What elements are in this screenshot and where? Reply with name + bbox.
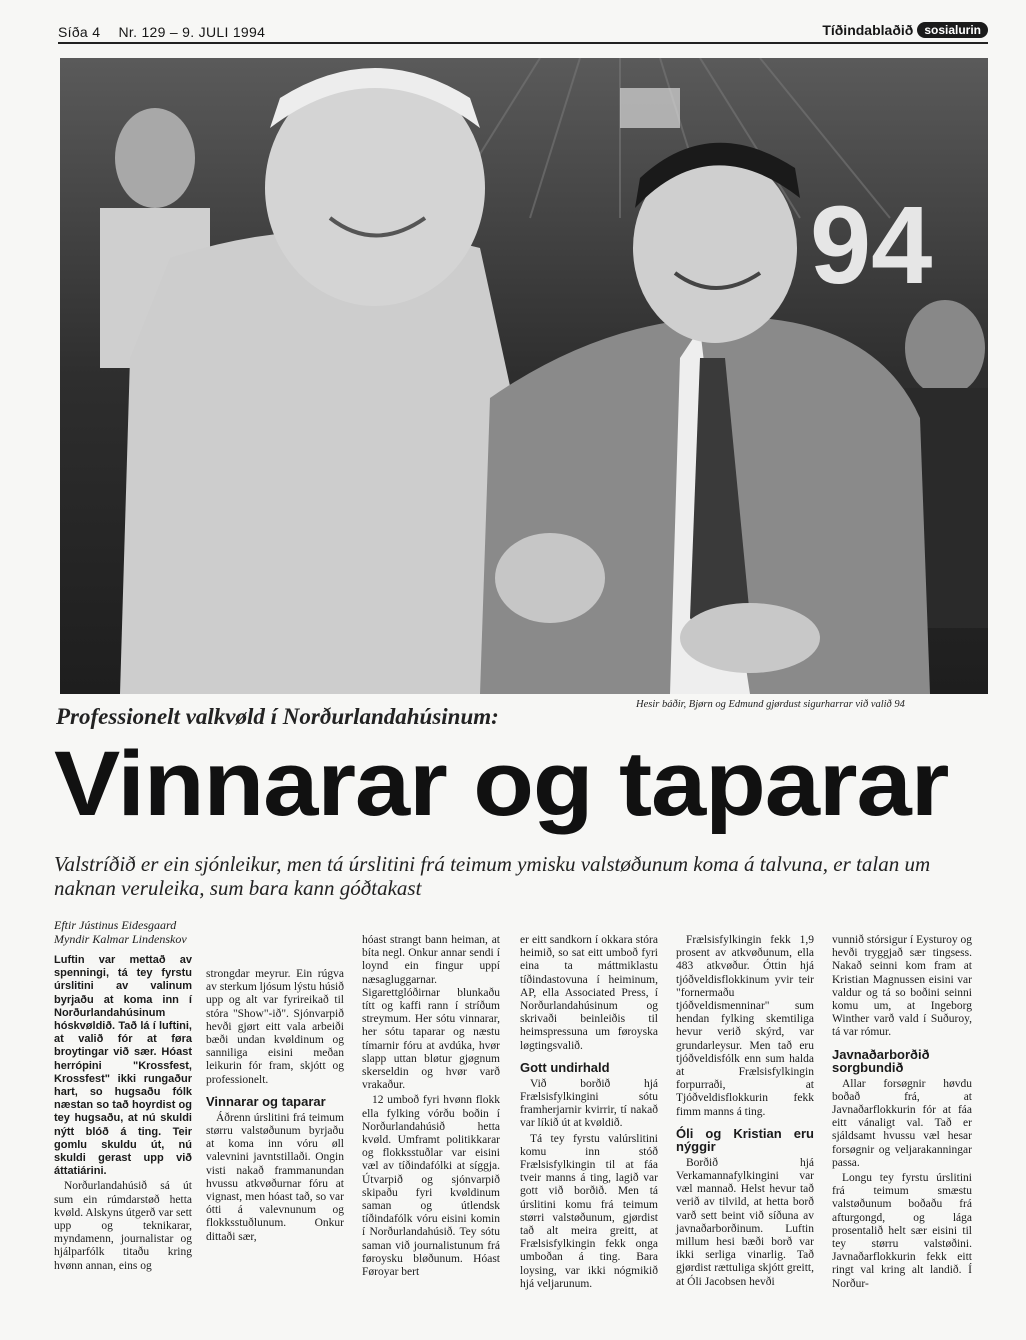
body-paragraph: Borðið hjá Verkamannafylkingini var væl mannað. Helst hevur tað verið av tilvild, at hetta borð varð sett beint við síðuna av javnaðarborðinum. Luftin millum hesi bæði borð var ikki serliga vinarlig. Tað gjørdist rættuliga skjótt greitt, at Óli Jacobsen hevði bbox=[676, 1156, 814, 1288]
article-column-1 bbox=[54, 918, 192, 1275]
article-column-5 bbox=[676, 934, 814, 1291]
body-paragraph: Norðurlandahúsið sá út sum ein rúmdarstøð hetta kvøld. Alskyns útgerð var sett upp og teknikarar, myndamenn, journalistar og hjálparfólk titaðu kring hvønn annan, eins og bbox=[54, 1180, 192, 1272]
subhead: Javnaðarborðið sorgbundið bbox=[832, 1046, 930, 1075]
news-photo bbox=[60, 58, 988, 694]
newspaper-logo: sosialurin bbox=[917, 22, 988, 38]
body-paragraph: Tá tey fyrstu valúrslitini komu inn stóð Frælsisfylkingin til at fáa tveir manns á ting, lagið var gott við borðið. Men tá úrslitini komu frá teimum størri valstøðunum, gjørdist tað alt meira greitt, at Frælsisfylkingin fekk onga umboðan á ting. Bara loysing, var ikki nógmikið hjá veljarunum. bbox=[520, 1132, 658, 1290]
paper-name: Tíðindablaðið bbox=[822, 22, 914, 38]
page-folio bbox=[58, 24, 279, 40]
headline: Vinnarar og taparar bbox=[54, 733, 949, 835]
byline-author: Eftir Jústinus Eidesgaard bbox=[54, 918, 177, 932]
issue-date: Nr. 129 – 9. JULI 1994 bbox=[118, 24, 266, 40]
page-number: Síða 4 bbox=[58, 24, 101, 40]
photo-caption: Hesir báðir, Bjørn og Edmund gjørdust sigurharrar við valið 94 bbox=[636, 699, 905, 710]
standfirst: Valstríðið er ein sjónleikur, men tá úrslitini frá teimum ymisku valstøðunum koma á talvuna, er talan um naknan veruleika, sum bara kann góðtakast bbox=[54, 852, 931, 900]
lead-paragraph: Luftin var mettað av spenningi, tá tey fyrstu úrslitini av valinum byrjaðu at koma inn í Norðurlandahúsinum hóskvøldið. Tað lá í luftini, at valið fór at føra broytingar við sær. Hóast herrópini "Krossfest, Krossfest" ikki rungaður hart, so hugsaðu fólk næstan so tað hoyrdist og tey hugsaðu, at nú skuldi nýtt blóð á ting. Teir gomlu skuldu út, nú skuldi gerast upp við áttatiárini. bbox=[54, 954, 192, 1178]
byline-photos: Myndir Kalmar Lindenskov bbox=[54, 932, 187, 946]
body-paragraph: Allar forsøgnir høvdu boðað frá, at Javnaðarflokkurin fór at fáa eitt vánaligt val. Tað er sjáldsamt hvussu væl hesar forsøgnir og veljarakanningar passa. bbox=[832, 1077, 972, 1169]
article-column-3 bbox=[362, 934, 500, 1281]
subhead: Gott undirhald bbox=[520, 1059, 610, 1075]
header-rule bbox=[58, 42, 988, 44]
subhead: Vinnarar og taparar bbox=[206, 1093, 326, 1109]
article-column-6 bbox=[832, 934, 972, 1293]
photo-illustration bbox=[60, 58, 988, 694]
body-paragraph: Við borðið hjá Frælsisfylkingini sótu framherjarnir kvirrir, tí nakað var líkið út at kvøldið. bbox=[520, 1077, 658, 1130]
body-paragraph: er eitt sandkorn í okkara stóra heimið, so sat eitt umboð fyri eina ta máttmiklastu tíðindastovuna í heiminum, AP, ella Associated Press, í Norðurlandahúsinum og skrivaði beinleiðis til heimspressuna um føroyska løgtingsvalið. bbox=[520, 934, 658, 1052]
sign-number: 94 bbox=[810, 184, 933, 307]
body-paragraph: 12 umboð fyri hvønn flokk ella fylking vórðu boðin í Norðurlandahúsið hetta kvøld. Umframt politikkarar og flokksstuðlar var eisini væl av tíðindafólki at síggja. Útvarpið og sjónvarpið skipaðu fyri kvøldinum saman og útlendsk tíðindafólk vóru eisini komin í Norðurlandahúsið. Tey sótu saman við journalistunum frá føroysku bløðunum. Hóast Føroyar bert bbox=[362, 1094, 500, 1279]
body-paragraph: hóast strangt bann heiman, at bíta negl. Onkur annar sendi í loynd ein fingur uppí næsagluggarnar. Sigarettglóðirnar blunkaðu títt og kaffi rann í stríðum streymum. Her sótu vinnarar, her sótu taparar og næstu tímarnir fóru at avdúka, hvør slapp uttan bløtur gjøgnum skerseldin og hvør varð vrakaður. bbox=[362, 934, 500, 1092]
body-paragraph: Longu tey fyrstu úrslitini frá teimum smæstu valstøðunum boðaðu frá afturgongd, og lága prosentalið helt sær eisini til tey størru valstøðini. Javnaðarflokkurin fekk eitt ringt val kring alt landið. Í Norður- bbox=[832, 1172, 972, 1290]
subhead: Óli og Kristian eru nýggir bbox=[676, 1125, 814, 1154]
masthead bbox=[822, 22, 988, 38]
kicker: Professionelt valkvøld í Norðurlandahúsinum: bbox=[56, 704, 499, 729]
body-paragraph: Frælsisfylkingin fekk 1,9 prosent av atkvøðunum, ella 483 atkvøður. Óttin hjá tjóðveldisflokkinum yvir teir "fornermaðu tjóðveldismenninar" sum hendan fylking skemtiliga hevur verið skýrd, var grundarleysur. Men tað eru tjóðveldisfólk enn sum halda at Frælsisfylkingin forpurraði, at Tjóðveldisflokkurin fekk fimm manns á ting. bbox=[676, 934, 814, 1118]
body-paragraph: vunnið stórsigur í Eysturoy og hevði tryggjað sær tingsess. Nakað seinni kom fram at Kristian Magnussen eisini var valdur og tá so boðini seinni komu um, at Ingeborg Winther varð vald í Suðuroy, tá var rómur. bbox=[832, 934, 972, 1039]
byline bbox=[54, 918, 254, 946]
article-column-2 bbox=[206, 968, 344, 1246]
body-paragraph: strongdar meyrur. Ein rúgva av sterkum ljósum lýstu húsið upp og alt var fyrireikað til stóra "Show"-ið". Sjónvarpið hevði gjørt eitt vala arbeiði bæði undan kvøldinum og sanniliga eisini meðan leikurin fór fram, skjótt og professionelt. bbox=[206, 968, 344, 1086]
body-paragraph: Áðrenn úrslitini frá teimum størru valstøðunum byrjaðu at koma inn vóru øll valevnini javntstillaði. Ongin visti nakað frammanundan hvussu atkvøðurnar fóru at vignast, men hóast tað, so var ótti á valevnunum og flokksstuðlunum. Onkur dittaði sær, bbox=[206, 1111, 344, 1243]
article-column-4 bbox=[520, 934, 658, 1293]
